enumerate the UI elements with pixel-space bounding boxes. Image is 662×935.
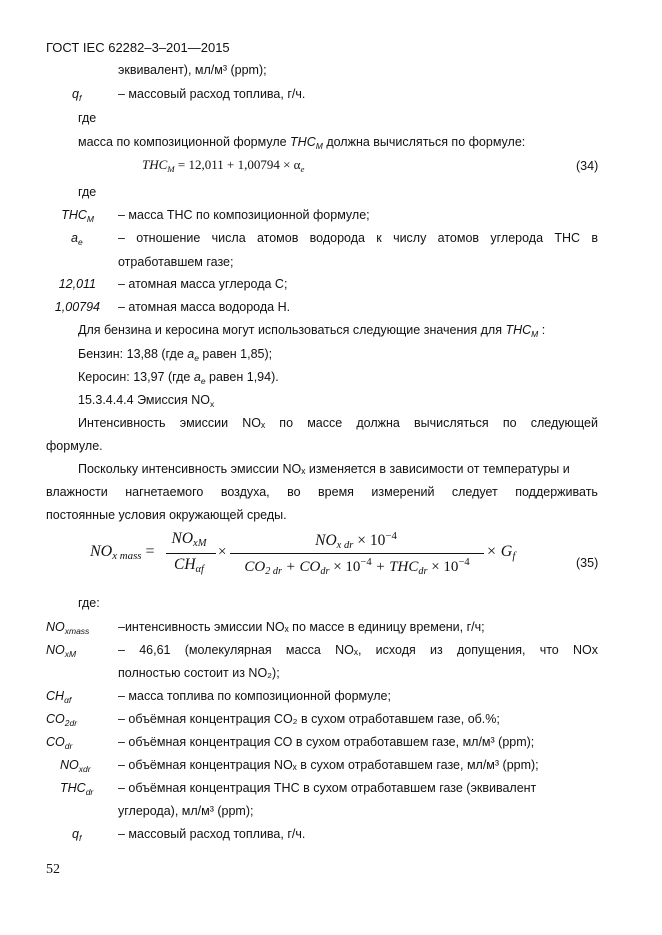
eq35-gf: × $G_f$ xyxy=(486,543,516,562)
page-number: 52 xyxy=(46,862,60,877)
def-symbol-hydrogen-mass: 1,00794 xyxy=(54,300,100,314)
equation-34: $THC_M = 12,011 + 1,00794 \times \alpha_e$ xyxy=(142,157,305,174)
paragraph-2-line-2: влажности нагнетаемого воздуха, во время измерений следует поддерживать xyxy=(46,485,598,499)
eq35-fraction-2-bar xyxy=(230,553,484,554)
def-description: – 46,61 (молекулярная масса NOₓ, исходя из допущения, что NOx xyxy=(118,643,598,657)
section-heading: 15.3.4.4.4 Эмиссия $NO_x$ xyxy=(78,393,215,409)
where-label: где xyxy=(78,111,97,125)
qf-symbol: $q_f$ xyxy=(72,87,82,103)
def-description: –интенсивность эмиссии NOₓ по массе в единицу времени, г/ч; xyxy=(118,620,485,634)
paragraph-1-line-1: Интенсивность эмиссии NOₓ по массе должна вычисляться по следующей xyxy=(78,416,598,430)
eq35-fraction-2-numerator: $NO_{x dr} \times 10^{-4}$ xyxy=(315,530,397,552)
document-header: ГОСТ IEC 62282–3–201—2015 xyxy=(46,40,230,55)
benzin-value: Бензин: 13,88 (где $a_e$ равен 1,85); xyxy=(78,347,273,363)
kerosin-value: Керосин: 13,97 (где $a_e$ равен 1,94). xyxy=(78,370,279,386)
def-description: – масса топлива по композиционной формуле; xyxy=(118,689,391,703)
eq35-times: × xyxy=(218,544,227,560)
def-description: – объёмная концентрация NOₓ в сухом отработавшем газе, мл/м³ (ppm); xyxy=(118,758,539,772)
def-symbol-thcdr: $THC_{dr}$ xyxy=(60,781,94,797)
def-description: – масса ТНС по композиционной формуле; xyxy=(118,208,370,222)
paragraph-2-line-1: Поскольку интенсивность эмиссии NOₓ изменяется в зависимости от температуры и xyxy=(78,462,570,476)
eq35-fraction-2-denominator: $CO_{2 dr} + CO_{dr} \times 10^{-4} + THC_{dr} \times 10^{-4}$ xyxy=(244,557,470,577)
eq35-lhs: $NO_{x mass}$ = xyxy=(90,543,155,562)
paragraph-2-line-3: постоянные условия окружающей среды. xyxy=(46,508,287,522)
continued-text: эквивалент), мл/м³ (ppm); xyxy=(118,63,267,77)
values-intro: Для бензина и керосина могут использоваться следующие значения для $THC_M$ : xyxy=(78,323,546,339)
def-symbol-noxmass: $NO_{xmass}$ xyxy=(46,620,90,636)
def-symbol-noxdr: $NO_{xdr}$ xyxy=(60,758,91,774)
where-label: где xyxy=(78,185,97,199)
qf-description: – массовый расход топлива, г/ч. xyxy=(118,87,306,101)
def-description: – объёмная концентрация СО в сухом отработавшем газе, мл/м³ (ppm); xyxy=(118,735,535,749)
def-description-continued: полностью состоит из NO₂); xyxy=(118,666,280,680)
paragraph-1-line-2: формуле. xyxy=(46,439,103,453)
where-label: где: xyxy=(78,596,100,610)
eq35-fraction-1-denominator: $CH_{\alpha f}$ xyxy=(173,556,204,575)
def-symbol-chaf: $CH_{\alpha f}$ xyxy=(46,689,72,705)
equation-35-number: (35) xyxy=(576,556,599,570)
def-symbol-codr: $CO_{dr}$ xyxy=(46,735,73,751)
eq35-fraction-1-bar xyxy=(166,553,216,554)
def-symbol-co2dr: $CO_{2dr}$ xyxy=(46,712,78,728)
def-description: – объёмная концентрация ТНС в сухом отработавшем газе (эквивалент xyxy=(118,781,537,795)
def-description: – объёмная концентрация CO₂ в сухом отработавшем газе, об.%; xyxy=(118,712,500,726)
def-description: – атомная масса водорода Н. xyxy=(118,300,291,314)
def-symbol-ae: $a_e$ xyxy=(71,231,83,247)
def-symbol-noxm: $NO_{xM}$ xyxy=(46,643,77,659)
def-symbol-thcm: $THC_M$ xyxy=(61,208,94,224)
eq35-fraction-1-numerator: $NO_{xM}$ xyxy=(171,530,207,549)
equation-34-number: (34) xyxy=(576,159,599,173)
def-symbol-carbon-mass: 12,011 xyxy=(58,277,96,291)
def-description: – отношение числа атомов водорода к числу атомов углерода ТНС в xyxy=(118,231,598,245)
def-description: – атомная масса углерода С; xyxy=(118,277,288,291)
def-description: – массовый расход топлива, г/ч. xyxy=(118,827,306,841)
mass-formula-intro: масса по композиционной формуле $THC_M$ должна вычисляться по формуле: xyxy=(78,135,526,151)
def-symbol-qf: $q_f$ xyxy=(72,827,82,843)
def-description-continued: углерода), мл/м³ (ppm); xyxy=(118,804,254,818)
def-description-continued: отработавшем газе; xyxy=(118,255,234,269)
